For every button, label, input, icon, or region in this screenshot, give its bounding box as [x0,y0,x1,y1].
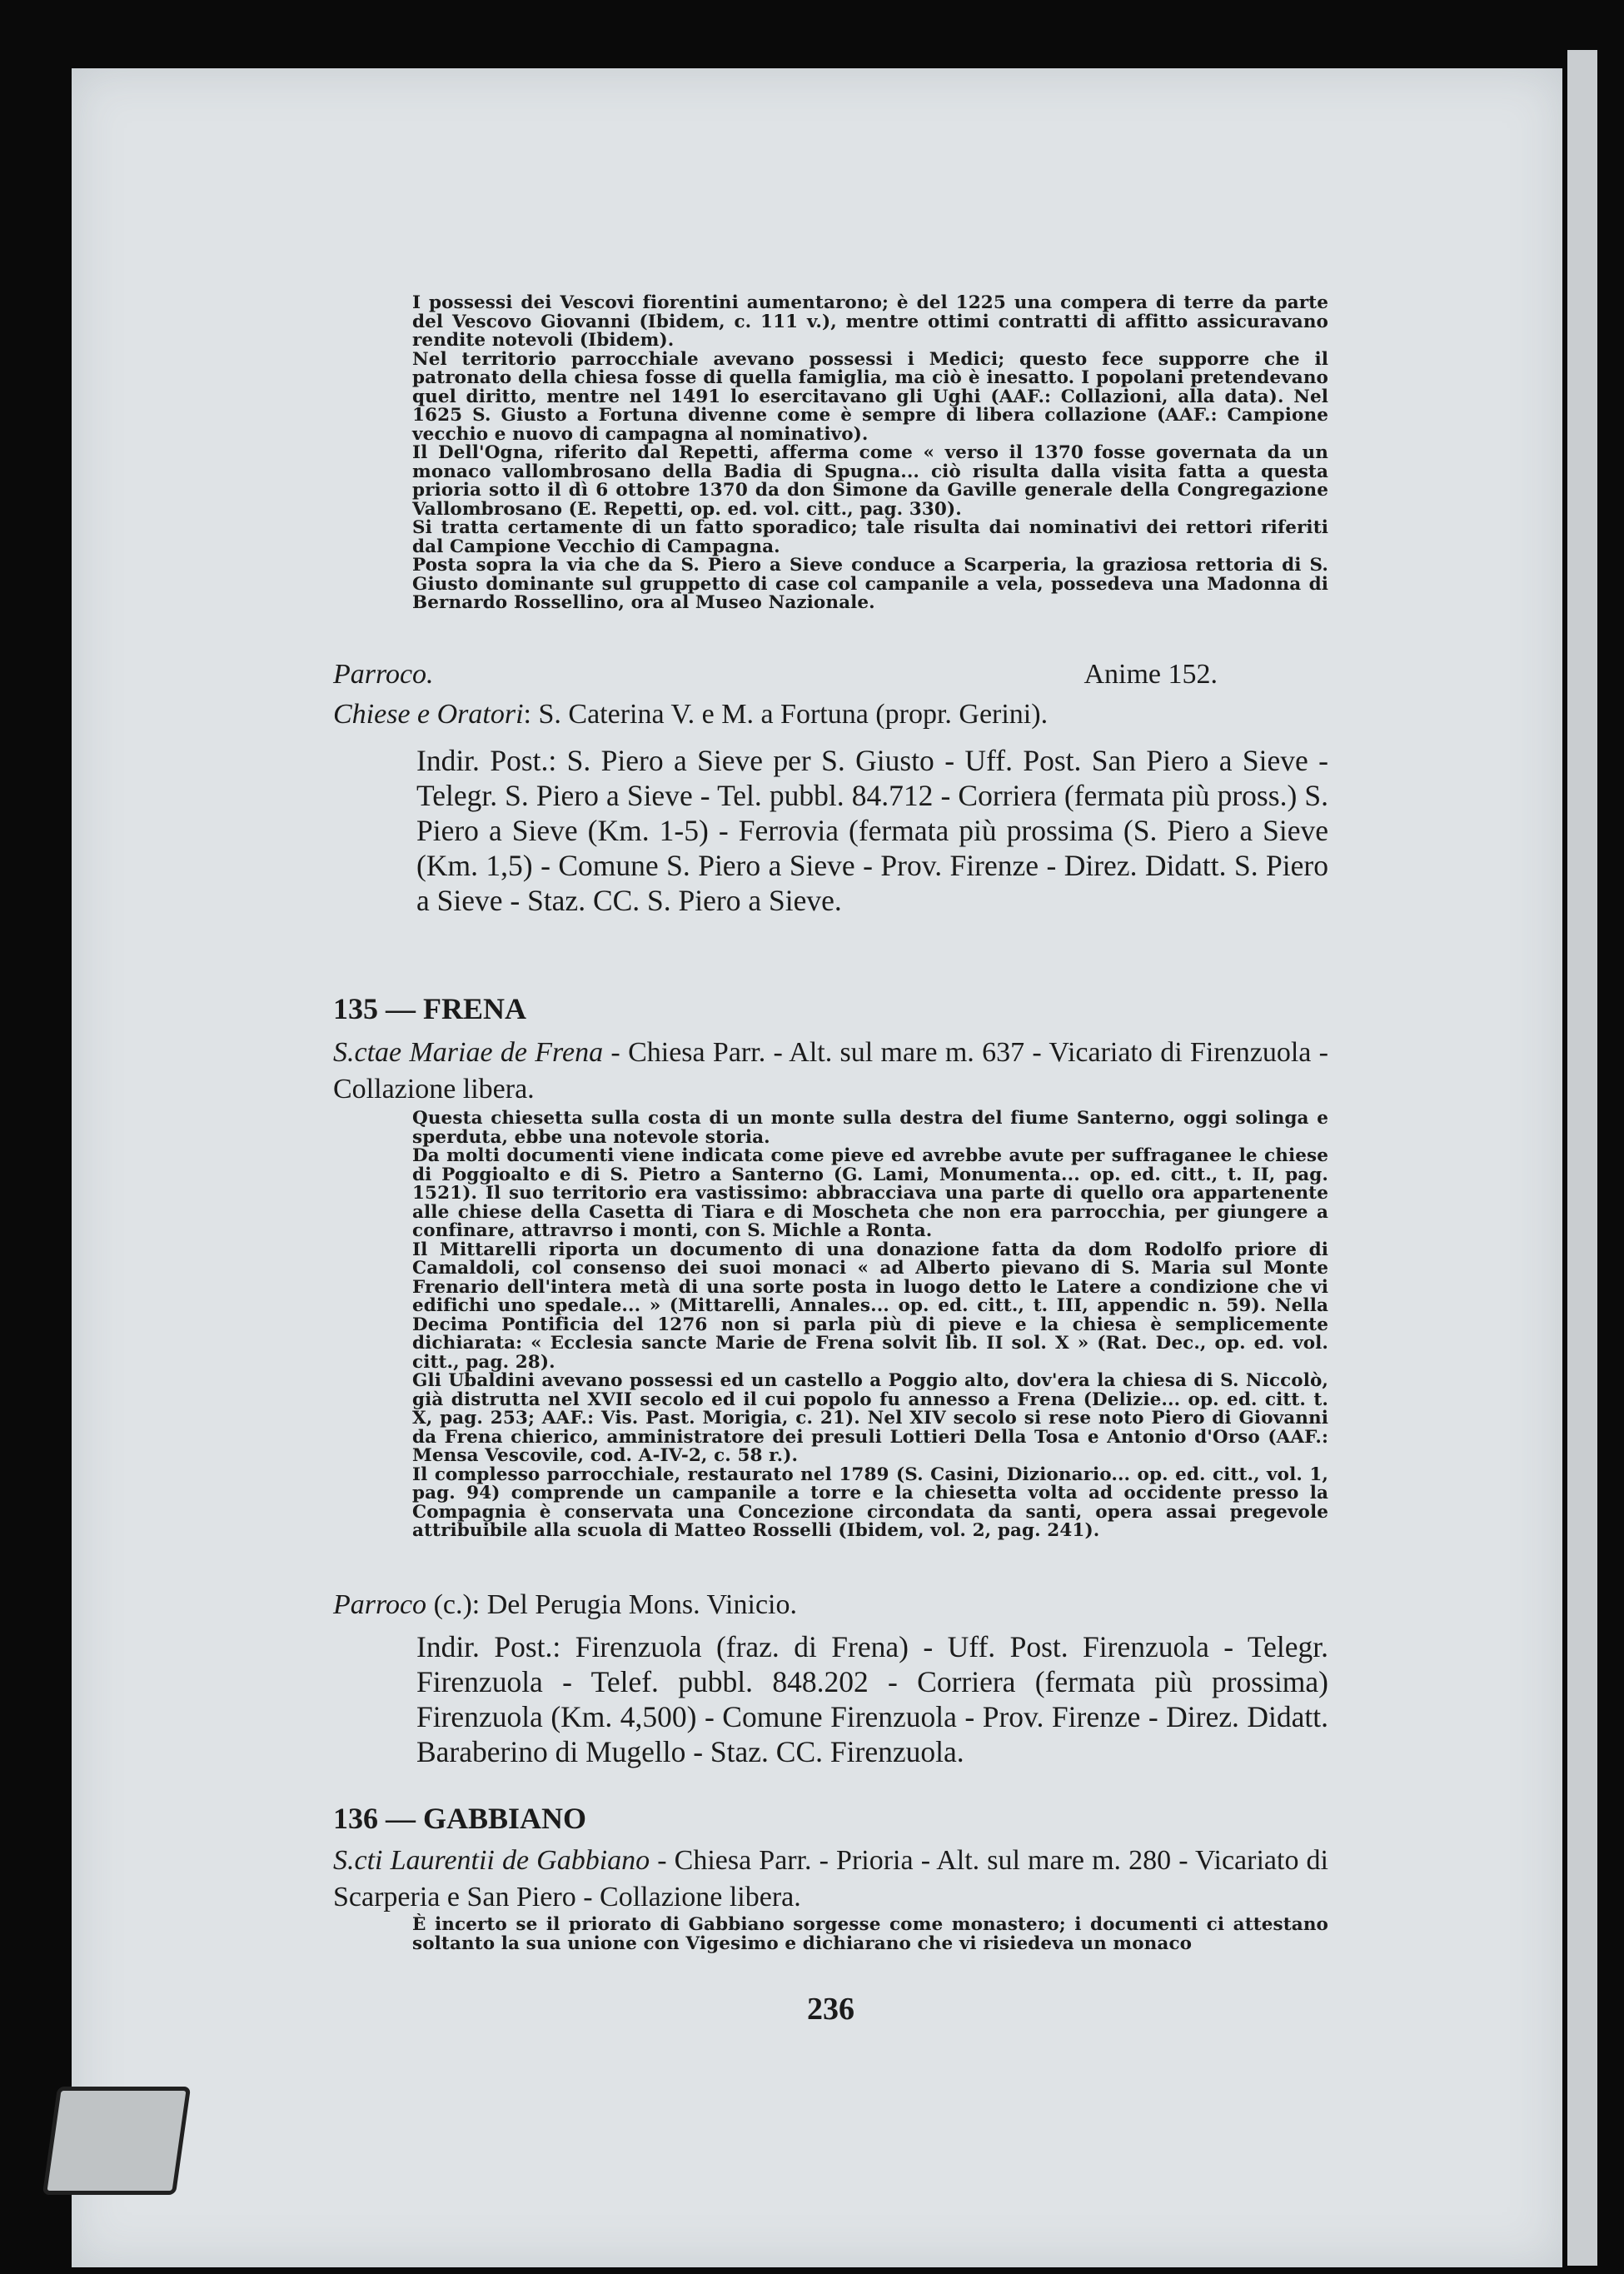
note-paragraph: Da molti documenti viene indicata come pieve ed avrebbe avute per suffraganee le chiese di Poggioalto e di S. Pietro a Santerno (G. Lami, Monumenta... op. ed. citt., t. II, pag. 1521). Il suo territorio era vastissimo: abbracciava una parte di quello ora appartenente alle chiese della Casetta di Tiara e di Moscheta che non era parrocchia, per giungere a confinare, attravrso i monti, con S. Michle a Ronta. [412,1145,1328,1241]
postal-address: Indir. Post.: Firenzuola (fraz. di Frena) - Uff. Post. Firenzuola - Telegr. Firenzuola - Telef. pubbl. 848.202 - Corriera (fermata più prossima) Firenzuola (Km. 4,500) - Comune Firenzuola - Prov. Firenze - Direz. Didatt. Baraberino di Mugello - Staz. CC. Firenzuola. [416,1630,1328,1768]
next-page-edge [1567,50,1597,2266]
note-paragraph: Il Dell'Ogna, riferito dal Repetti, afferma come « verso il 1370 fosse governata da un monaco vallombrosano della Badia di Spugna... ciò risulta dalla visita fatta a questa prioria sotto il dì 6 ottobre 1370 da don Simone da Gaville generale della Congregazione Vallombrosano (E. Repetti, op. ed. vol. citt., pag. 330). [412,442,1328,520]
entry-title-text: - Chiesa Parr. - Prioria - Alt. sul mare m. 280 - Vicariato di Scarperia e San Piero - Collazione libera. [333,1845,1328,1912]
note-paragraph: Si tratta certamente di un fatto sporadico; tale risulta dai nominativi dei rettori riferiti dal Campione Vecchio di Campagna. [412,517,1328,557]
parroco-label: Parroco [333,1589,427,1620]
parroco-name: (c.): Del Perugia Mons. Vinicio. [426,1589,797,1620]
entry-notes [333,1916,1328,1953]
chiese-oratori-line [333,696,1266,733]
entry-title-text: - Chiesa Parr. - Alt. sul mare m. 637 - Vicariato di Firenzuola - Collazione libera. [333,1037,1329,1105]
note-paragraph: Gli Ubaldini avevano possessi ed un castello a Poggio alto, dov'era la chiesa di S. Niccolò, già distrutta nel XVII secolo ed il cui popolo fu annesso a Frena (Delizie... op. ed. citt. t. X, pag. 253; AAF.: Vis. Past. Morigia, c. 21). Nel XIV secolo si rese noto Piero di Giovanni da Frena chierico, amministratore dei presuli Lottieri Della Tosa e Antonio d'Orso (AAF.: Mensa Vescovile, cod. A-IV-2, c. 58 r.). [412,1370,1328,1466]
chiese-text: : S. Caterina V. e M. a Fortuna (propr. Gerini). [523,699,1049,730]
note-paragraph: Il Mittarelli riporta un documento di una donazione fatta da dom Rodolfo priore di Camaldoli, col consenso dei suoi monaci « ad Alberto pievano di S. Maria sul Monte Frenario dell'intera metà di una sorte posta in luogo detto le Latere a condizione che vi edifichi uno spedale... » (Mittarelli, Annales... op. ed. citt., t. III, appendic n. 59). Nella Decima Pontificia del 1276 non si parla più di pieve e la chiesa è semplicemente dichiarata: « Ecclesia sancte Marie de Frena solvit lib. II sol. X » (Rat. Dec., op. ed. vol. citt., pag. 28). [412,1239,1328,1373]
note-paragraph: Il complesso parrocchiale, restaurato nel 1789 (S. Casini, Dizionario... op. ed. citt., vol. 1, pag. 94) comprende un campanile a torre e la chiesetta volta ad occidente presso la Compagnia è conservata una Concezione circondata da santi, opera assai pregevole attribuibile alla scuola di Matteo Rosselli (Ibidem, vol. 2, pag. 241). [412,1464,1328,1541]
parroco-line [333,656,1218,693]
entry-title-italic: S.cti Laurentii de Gabbiano [333,1845,650,1876]
page-number: 236 [807,1992,854,2027]
note-paragraph: Posta sopra la via che da S. Piero a Sieve conduce a Scarperia, la graziosa rettoria di S. Giusto dominante sul gruppetto di case col campanile a vela, possedeva una Madonna di Bernardo Rossellino, ora al Museo Nazionale. [412,555,1328,613]
continuation-notes [333,294,1328,613]
entry-title [333,1843,1328,1916]
entry-notes [333,1110,1328,1541]
note-paragraph: I possessi dei Vescovi fiorentini aumentarono; è del 1225 una compera di terre da parte del Vescovo Giovanni (Ibidem, c. 111 v.), mentre ottimi contratti di affitto assicuravano rendite notevoli (Ibidem). [412,292,1328,351]
entry-heading: 135 — FRENA [333,992,526,1025]
parroco-line [333,1587,797,1623]
entry-title [333,1035,1328,1108]
parroco-label: Parroco. [333,659,434,690]
note-paragraph: Nel territorio parrocchiale avevano possessi i Medici; questo fece supporre che il patronato della chiesa fosse di quella famiglia, ma ciò è inesatto. I popolani pretendevano quel diritto, mentre nel 1491 lo esercitavano gli Ughi (AAF.: Collazioni, alla data). Nel 1625 S. Giusto a Fortuna divenne come è sempre di libera collazione (AAF.: Campione vecchio e nuovo di campagna al nominativo). [412,348,1328,445]
postal-address: Indir. Post.: S. Piero a Sieve per S. Giusto - Uff. Post. San Piero a Sieve - Telegr. S. Piero a Sieve - Tel. pubbl. 84.712 - Corriera (fermata più pross.) S. Piero a Sieve (Km. 1-5) - Ferrovia (fermata più prossima (S. Piero a Sieve (Km. 1,5) - Comune S. Piero a Sieve - Prov. Firenze - Direz. Didatt. S. Piero a Sieve - Staz. CC. S. Piero a Sieve. [416,744,1328,917]
entry-heading: 136 — GABBIANO [333,1802,587,1835]
chiese-label: Chiese e Oratori [333,699,524,730]
entry-title-italic: S.ctae Mariae de Frena [333,1037,604,1068]
anime-count: Anime 152. [1083,659,1218,690]
binding-clip [42,2087,191,2195]
note-paragraph: Questa chiesetta sulla costa di un monte sulla destra del fiume Santerno, oggi solinga e sperduta, ebbe una notevole storia. [412,1108,1328,1148]
note-paragraph: È incerto se il priorato di Gabbiano sorgesse come monastero; i documenti ci attestano soltanto la sua unione con Vigesimo e dichiarano che vi risiedeva un monaco [412,1914,1328,1954]
